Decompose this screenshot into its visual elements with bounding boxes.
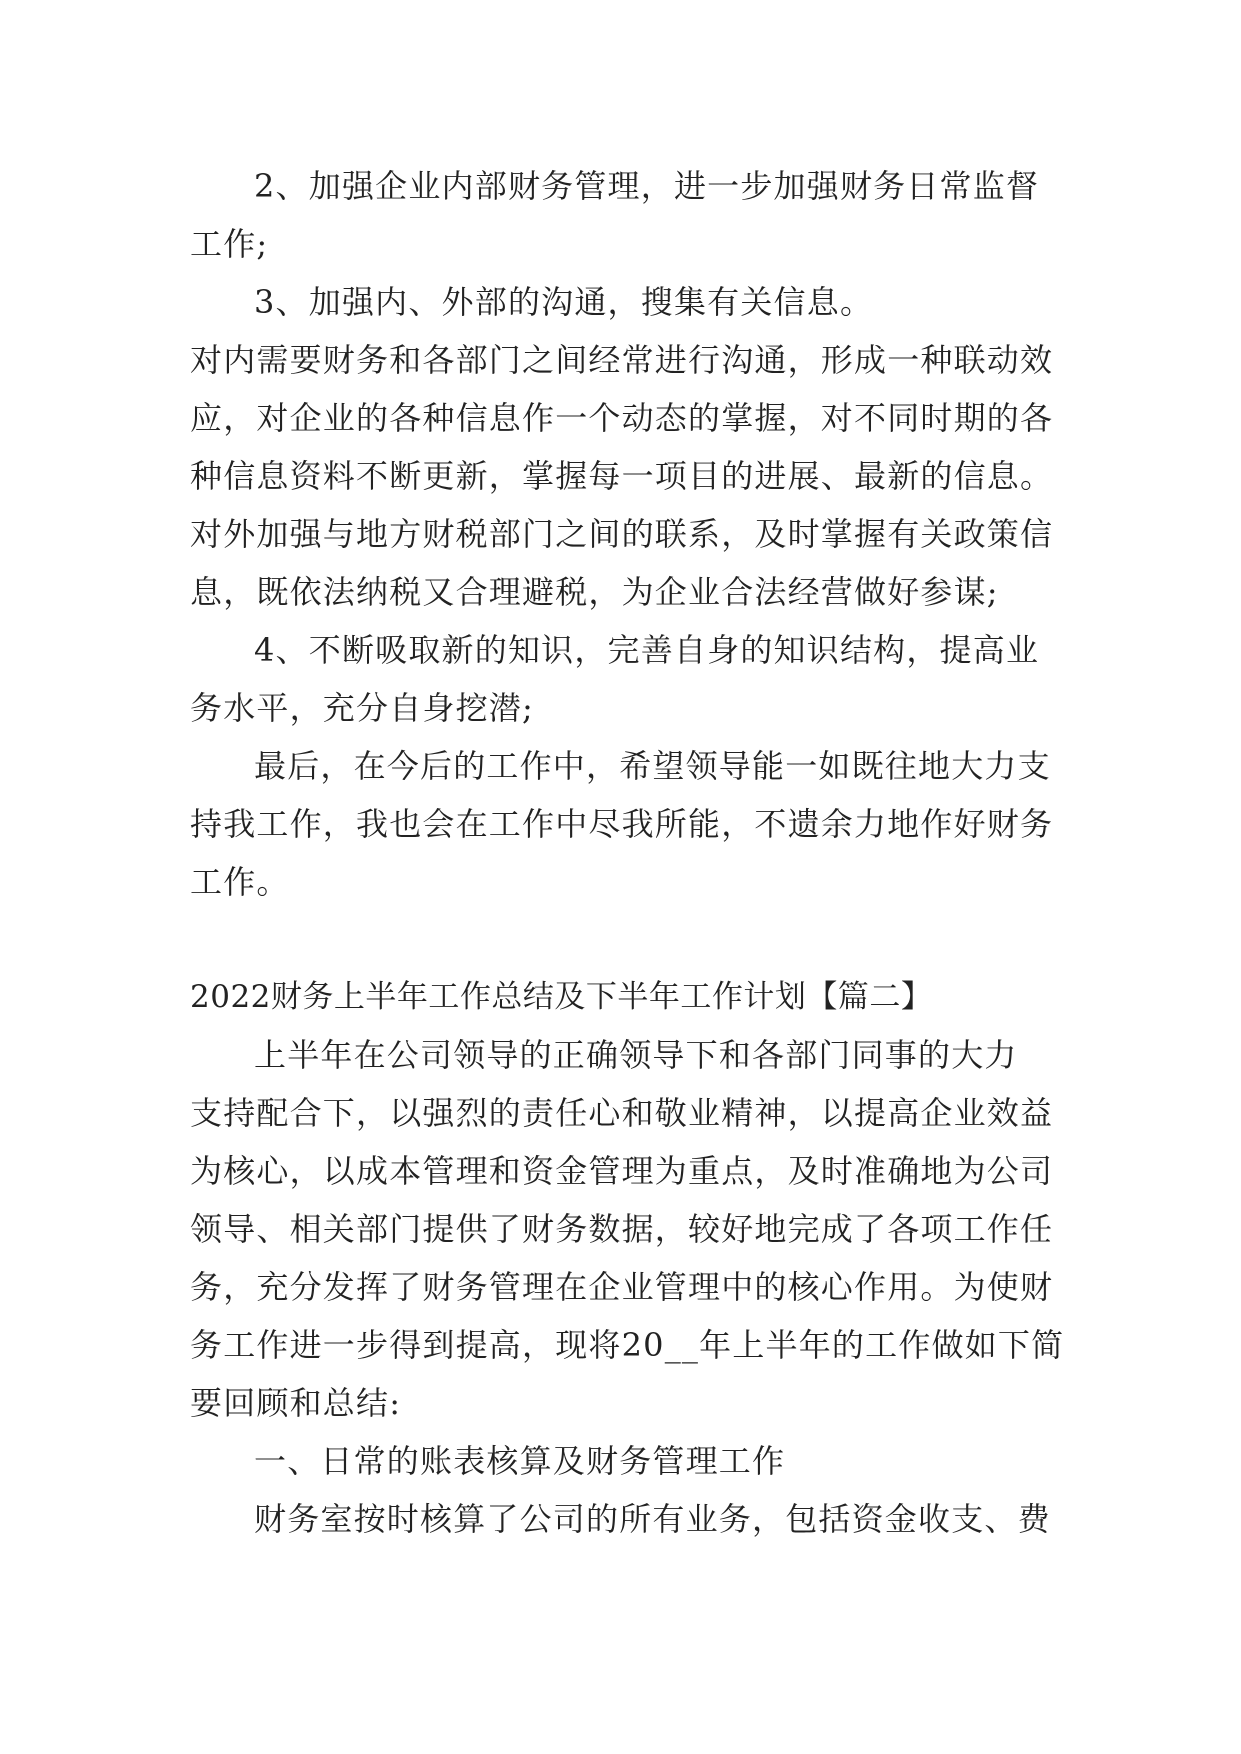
paragraph-line: 4、不断吸取新的知识，完善自身的知识结构，提高业 [254,631,1040,669]
paragraph-line: 财务室按时核算了公司的所有业务，包括资金收支、费 [254,1500,1051,1538]
paragraph-line: 2、加强企业内部财务管理，进一步加强财务日常监督 [254,167,1040,205]
paragraph-line: 种信息资料不断更新，掌握每一项目的进展、最新的信息。 [190,457,1054,495]
paragraph-line: 息，既依法纳税又合理避税，为企业合法经营做好参谋; [190,573,999,611]
paragraph-line: 3、加强内、外部的沟通，搜集有关信息。 [254,283,874,321]
paragraph-line: 上半年在公司领导的正确领导下和各部门同事的大力 [254,1036,1018,1074]
paragraph-line: 持我工作，我也会在工作中尽我所能，不遗余力地作好财务 [190,805,1054,843]
paragraph-line: 对外加强与地方财税部门之间的联系，及时掌握有关政策信 [190,515,1054,553]
paragraph-line: 务水平，充分自身挖潜; [190,689,534,727]
paragraph-line: 一、日常的账表核算及财务管理工作 [254,1442,786,1480]
paragraph-line: 务工作进一步得到提高，现将20__年上半年的工作做如下简 [190,1326,1065,1364]
paragraph-line: 支持配合下，以强烈的责任心和敬业精神，以提高企业效益 [190,1094,1054,1132]
paragraph-line: 领导、相关部门提供了财务数据，较好地完成了各项工作任 [190,1210,1054,1248]
paragraph-line: 应，对企业的各种信息作一个动态的掌握，对不同时期的各 [190,399,1054,437]
paragraph-line: 要回顾和总结: [190,1384,402,1422]
paragraph-line: 最后，在今后的工作中，希望领导能一如既往地大力支 [254,747,1051,785]
paragraph-line: 对内需要财务和各部门之间经常进行沟通，形成一种联动效 [190,341,1054,379]
section-heading: 2022财务上半年工作总结及下半年工作计划【篇二】 [190,979,933,1015]
paragraph-line: 工作。 [190,863,290,901]
paragraph-line: 工作; [190,225,269,263]
paragraph-line: 为核心，以成本管理和资金管理为重点，及时准确地为公司 [190,1152,1054,1190]
paragraph-line: 务，充分发挥了财务管理在企业管理中的核心作用。为使财 [190,1268,1054,1306]
